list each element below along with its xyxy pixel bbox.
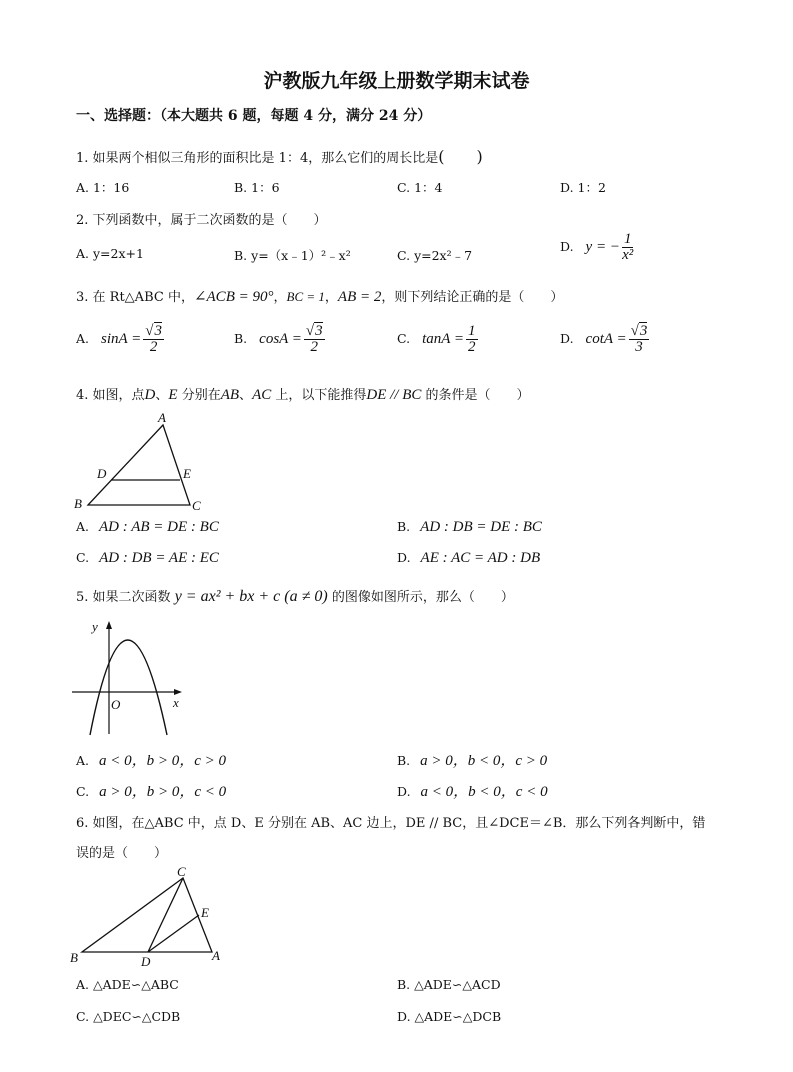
- q1-option-a[interactable]: A. 1：16: [76, 180, 130, 195]
- q5-option-b-expr: a > 0，b < 0，c > 0: [420, 753, 548, 769]
- q4-separator-4: 上，以下能推得: [271, 388, 367, 403]
- q4-point-e: E: [168, 387, 178, 403]
- q4-point-d: D: [144, 387, 156, 403]
- q6-label-d: D: [141, 954, 151, 969]
- q3-option-c-denominator: 2: [468, 339, 476, 355]
- q5-option-d-expr: a < 0，b < 0，c < 0: [420, 784, 548, 800]
- q5-option-d-label: D.: [397, 784, 411, 799]
- q5-label-y: y: [92, 619, 98, 634]
- q3-separator-2: ，: [324, 290, 338, 305]
- q1-answer-paren: ( ): [438, 147, 483, 166]
- q3-condition-bc: BC = 1: [286, 289, 325, 304]
- q6-segment-cd: [148, 878, 183, 952]
- q6-label-a: A: [212, 948, 220, 963]
- q3-option-a-numerator: 3: [154, 323, 163, 339]
- q6-segment-de: [148, 915, 199, 952]
- q6-option-c[interactable]: C. △DEC∽△CDB: [76, 1009, 181, 1024]
- q4-separator-2: 分别在: [177, 388, 221, 403]
- q4-label-d: D: [97, 466, 107, 481]
- q3-stem-pre: 3. 在 Rt△ABC 中，: [76, 290, 194, 305]
- sqrt-icon: √: [305, 323, 315, 339]
- q6-label-e: E: [201, 905, 209, 920]
- q5-function-expr: y = ax² + bx + c (a ≠ 0): [174, 588, 328, 605]
- q3-option-d-lhs: cotA =: [585, 331, 627, 347]
- q5-label-x: x: [173, 695, 179, 710]
- sqrt-icon: √: [630, 323, 639, 339]
- q6-option-b[interactable]: B. △ADE∽△ACD: [397, 977, 501, 992]
- q3-option-c-numerator: 1: [468, 323, 476, 339]
- q4-option-b-expr: AD : DB = DE : BC: [420, 519, 542, 535]
- q4-label-a: A: [158, 410, 166, 425]
- q4-label-e: E: [183, 466, 191, 481]
- q3-option-a-denominator: 2: [149, 339, 158, 355]
- q4-option-c-expr: AD : DB = AE : EC: [99, 550, 219, 566]
- q5-option-c-expr: a > 0，b > 0，c < 0: [99, 784, 227, 800]
- q4-segment-ab: AB: [220, 387, 240, 403]
- q1-option-b[interactable]: B. 1：6: [234, 180, 280, 195]
- q1-stem-text: 1. 如果两个相似三角形的面积比是 1：4，那么它们的周长比是: [76, 151, 439, 166]
- q2-option-d-numerator: 1: [623, 231, 632, 247]
- q5-option-c-label: C.: [76, 784, 90, 799]
- q4-label-b: B: [74, 496, 82, 511]
- q3-option-c-lhs: tanA =: [422, 331, 465, 347]
- q3-option-d-numerator: 3: [639, 323, 648, 339]
- page-title: 沪教版九年级上册数学期末试卷: [263, 70, 530, 92]
- q3-option-a-label: A.: [76, 331, 90, 346]
- q5-option-a-label: A.: [76, 753, 90, 768]
- q4-option-d-label: D.: [397, 550, 411, 565]
- q4-option-d-expr: AE : AC = AD : DB: [420, 550, 541, 566]
- q3-option-a-lhs: sinA =: [101, 331, 142, 347]
- q4-separator-3: 、: [239, 388, 253, 403]
- q5-stem-post: 的图像如图所示，那么（ ）: [331, 590, 514, 605]
- q6-label-c: C: [177, 864, 186, 879]
- q5-option-a-expr: a < 0，b > 0，c > 0: [99, 753, 227, 769]
- q4-parallel-condition: DE // BC: [366, 387, 422, 403]
- q4-option-c-label: C.: [76, 550, 90, 565]
- q3-separator-1: ，: [273, 290, 287, 305]
- q3-stem-post: ，则下列结论正确的是（ ）: [381, 290, 564, 305]
- q6-stem-line-2: 误的是（ ）: [76, 846, 168, 861]
- sqrt-icon: √: [145, 323, 154, 339]
- q3-condition-ab: AB = 2: [337, 289, 382, 305]
- q1-option-c[interactable]: C. 1：4: [397, 180, 443, 195]
- section-heading: 一、选择题：（本大题共 6 题，每题 4 分，满分 24 分）: [76, 108, 432, 124]
- q4-option-b-label: B.: [397, 519, 411, 534]
- q2-option-d-label: D.: [560, 239, 574, 254]
- q1-option-d[interactable]: D. 1：2: [560, 180, 606, 195]
- q3-option-b-lhs: cosA =: [259, 331, 302, 347]
- q3-option-b-denominator: 2: [310, 339, 319, 355]
- q3-option-b-label: B.: [234, 331, 248, 346]
- q3-option-d-label: D.: [560, 331, 574, 346]
- q3-option-b-numerator: 3: [315, 323, 323, 339]
- q4-segment-ac: AC: [252, 387, 272, 403]
- q2-option-b[interactable]: B. y=（x﹣1）²﹣x²: [234, 248, 351, 263]
- q3-option-d-denominator: 3: [635, 339, 643, 355]
- q4-option-a-label: A.: [76, 519, 90, 534]
- q3-option-c-label: C.: [397, 331, 411, 346]
- q2-option-a[interactable]: A. y=2x+1: [76, 246, 144, 261]
- q6-option-a[interactable]: A. △ADE∽△ABC: [76, 977, 179, 992]
- q4-separator-1: 、: [155, 388, 169, 403]
- q6-label-b: B: [70, 950, 78, 965]
- q2-option-d-denominator: x²: [622, 247, 634, 263]
- q5-stem-pre: 5. 如果二次函数: [76, 590, 171, 605]
- q5-label-origin: O: [111, 697, 121, 712]
- q2-option-c[interactable]: C. y=2x²﹣7: [397, 248, 473, 263]
- q4-stem-post: 的条件是（ ）: [421, 388, 530, 403]
- q4-stem-pre: 4. 如图，点: [76, 388, 145, 403]
- q4-option-a-expr: AD : AB = DE : BC: [99, 519, 219, 535]
- q4-label-c: C: [192, 498, 201, 513]
- q6-stem-line-1: 6. 如图，在△ABC 中，点 D、E 分别在 AB、AC 边上，DE // BC，且∠DCE＝∠B．那么下列各判断中，错: [76, 816, 706, 831]
- q2-option-d-lhs: y = −: [585, 239, 620, 255]
- q6-option-d[interactable]: D. △ADE∽△DCB: [397, 1009, 502, 1024]
- q2-stem: 2. 下列函数中，属于二次函数的是（ ）: [76, 213, 327, 228]
- q6-triangle-abc: [82, 878, 212, 952]
- q5-option-b-label: B.: [397, 753, 411, 768]
- q3-condition-angle: ∠ACB = 90°: [193, 289, 274, 305]
